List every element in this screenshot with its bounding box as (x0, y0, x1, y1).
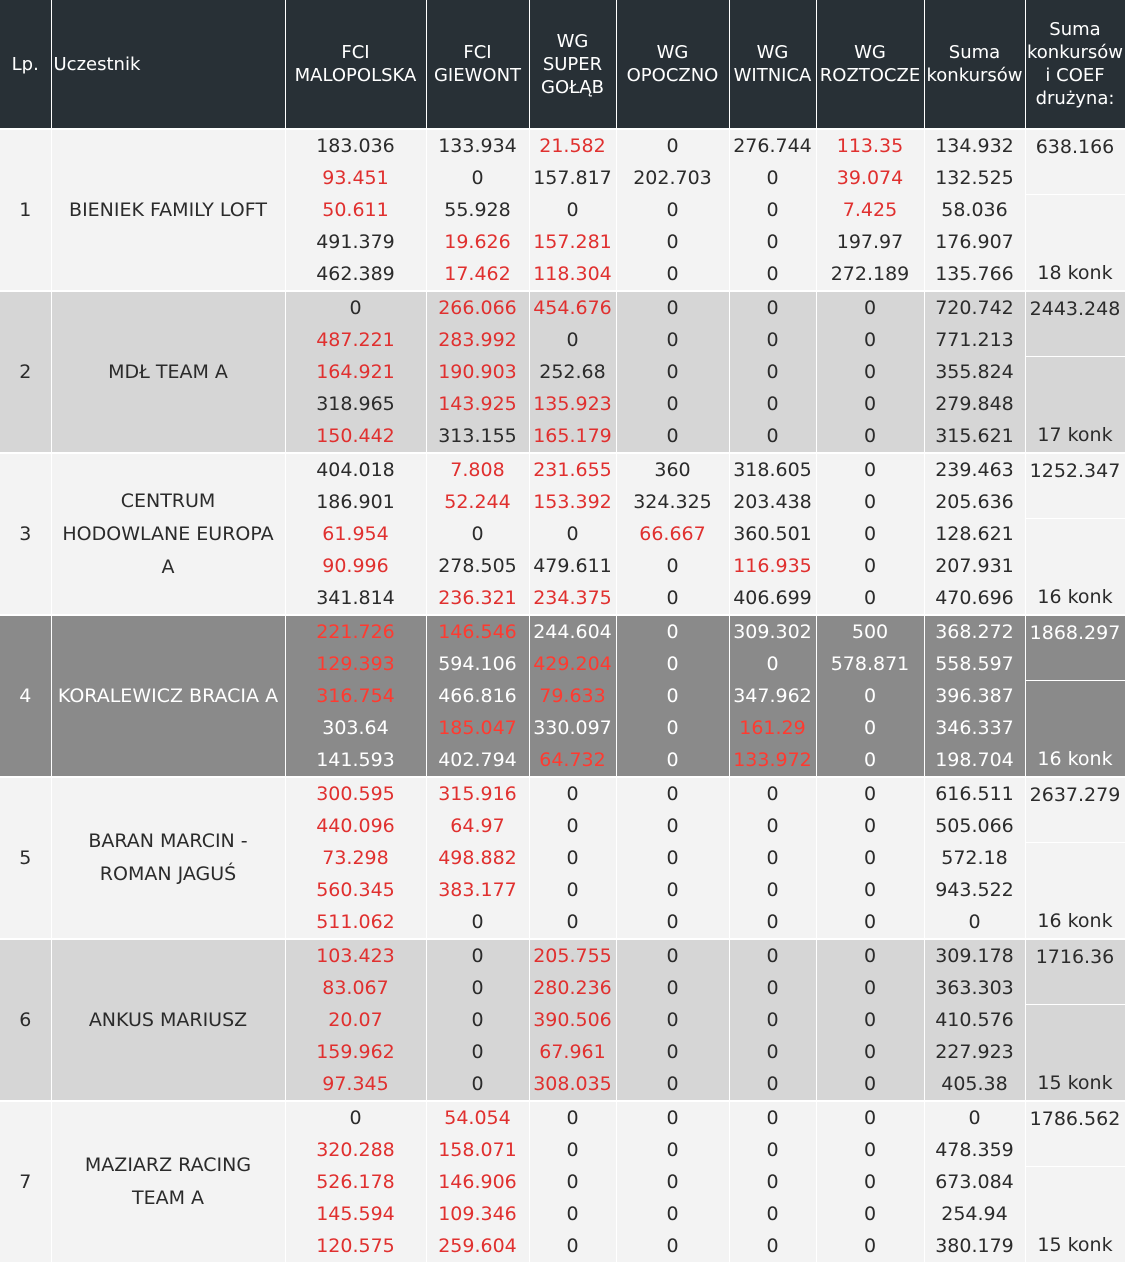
score-cell: 0 (529, 842, 616, 874)
score-cell: 283.992 (426, 324, 529, 356)
header-wg-roztocze: WG ROZTOCZE (816, 0, 924, 129)
score-cell: 487.221 (285, 324, 426, 356)
score-cell: 383.177 (426, 874, 529, 906)
score-cell: 0 (616, 1004, 729, 1036)
team-name: KORALEWICZ BRACIA A (51, 615, 285, 777)
team-konk-count: 15 konk (1025, 1166, 1125, 1262)
score-cell: 0 (729, 356, 816, 388)
score-cell: 0 (616, 972, 729, 1004)
score-cell: 0 (729, 906, 816, 939)
team-konk-count: 16 konk (1025, 680, 1125, 777)
team-konk-count: 17 konk (1025, 356, 1125, 453)
score-cell: 0 (529, 1166, 616, 1198)
score-cell: 318.605 (729, 453, 816, 486)
score-cell: 67.961 (529, 1036, 616, 1068)
team-total: 1252.347 (1025, 453, 1125, 518)
score-cell: 578.871 (816, 648, 924, 680)
score-cell: 0 (616, 388, 729, 420)
score-cell: 0 (529, 1230, 616, 1262)
score-cell: 129.393 (285, 648, 426, 680)
score-cell: 183.036 (285, 129, 426, 162)
score-cell: 0 (816, 420, 924, 453)
score-cell: 511.062 (285, 906, 426, 939)
score-cell: 390.506 (529, 1004, 616, 1036)
team-total: 1868.297 (1025, 615, 1125, 680)
score-cell: 0 (529, 518, 616, 550)
score-cell: 0 (816, 453, 924, 486)
score-cell: 0 (529, 1134, 616, 1166)
score-cell: 39.074 (816, 162, 924, 194)
row-sum-cell: 132.525 (924, 162, 1025, 194)
score-cell: 0 (285, 1101, 426, 1134)
row-sum-cell: 198.704 (924, 744, 1025, 777)
score-cell: 0 (616, 648, 729, 680)
score-cell: 0 (616, 129, 729, 162)
score-cell: 0 (816, 842, 924, 874)
row-sum-cell: 720.742 (924, 291, 1025, 324)
score-cell: 0 (816, 1198, 924, 1230)
score-cell: 0 (285, 291, 426, 324)
score-cell: 150.442 (285, 420, 426, 453)
score-cell: 0 (529, 906, 616, 939)
score-cell: 0 (816, 744, 924, 777)
score-cell: 0 (729, 162, 816, 194)
row-sum-cell: 128.621 (924, 518, 1025, 550)
header-participant: Uczestnik (51, 0, 285, 129)
score-cell: 320.288 (285, 1134, 426, 1166)
score-cell: 0 (616, 744, 729, 777)
score-cell: 466.816 (426, 680, 529, 712)
team-name: BIENIEK FAMILY LOFT (51, 129, 285, 291)
score-cell: 462.389 (285, 258, 426, 291)
score-cell: 190.903 (426, 356, 529, 388)
header-wg-witnica: WG WITNICA (729, 0, 816, 129)
row-sum-cell: 558.597 (924, 648, 1025, 680)
score-cell: 0 (616, 906, 729, 939)
row-sum-cell: 616.511 (924, 777, 1025, 810)
header-lp: Lp. (0, 0, 51, 129)
score-cell: 0 (816, 582, 924, 615)
score-cell: 0 (729, 258, 816, 291)
table-row (0, 129, 1125, 162)
score-cell: 21.582 (529, 129, 616, 162)
score-cell: 0 (816, 518, 924, 550)
score-cell: 479.611 (529, 550, 616, 582)
score-cell: 109.346 (426, 1198, 529, 1230)
score-cell: 17.462 (426, 258, 529, 291)
score-cell: 0 (616, 550, 729, 582)
row-sum-cell: 363.303 (924, 972, 1025, 1004)
score-cell: 402.794 (426, 744, 529, 777)
team-name: CENTRUM HODOWLANE EUROPA A (51, 453, 285, 615)
row-sum-cell: 380.179 (924, 1230, 1025, 1262)
row-sum-cell: 572.18 (924, 842, 1025, 874)
row-sum-cell: 943.522 (924, 874, 1025, 906)
score-cell: 0 (616, 582, 729, 615)
header-suma-coef-druzyna: Suma konkursów i COEF drużyna: (1025, 0, 1125, 129)
score-cell: 50.611 (285, 194, 426, 226)
score-cell: 0 (616, 258, 729, 291)
score-cell: 0 (816, 810, 924, 842)
score-cell: 79.633 (529, 680, 616, 712)
table-header (0, 0, 1125, 129)
score-cell: 526.178 (285, 1166, 426, 1198)
row-sum-cell: 673.084 (924, 1166, 1025, 1198)
header-fci-malopolska: FCI MALOPOLSKA (285, 0, 426, 129)
score-cell: 234.375 (529, 582, 616, 615)
team-group (0, 939, 1125, 1101)
score-cell: 0 (426, 1004, 529, 1036)
score-cell: 280.236 (529, 972, 616, 1004)
score-cell: 0 (529, 1198, 616, 1230)
score-cell: 360.501 (729, 518, 816, 550)
team-group (0, 777, 1125, 939)
score-cell: 266.066 (426, 291, 529, 324)
score-cell: 313.155 (426, 420, 529, 453)
score-cell: 0 (816, 874, 924, 906)
row-sum-cell: 478.359 (924, 1134, 1025, 1166)
score-cell: 244.604 (529, 615, 616, 648)
score-cell: 221.726 (285, 615, 426, 648)
score-cell: 146.906 (426, 1166, 529, 1198)
score-cell: 315.916 (426, 777, 529, 810)
score-cell: 0 (529, 874, 616, 906)
score-cell: 0 (816, 550, 924, 582)
score-cell: 0 (729, 1198, 816, 1230)
score-cell: 498.882 (426, 842, 529, 874)
score-cell: 73.298 (285, 842, 426, 874)
score-cell: 594.106 (426, 648, 529, 680)
score-cell: 0 (816, 1101, 924, 1134)
score-cell: 0 (729, 324, 816, 356)
score-cell: 0 (729, 1230, 816, 1262)
team-group (0, 453, 1125, 615)
score-cell: 491.379 (285, 226, 426, 258)
score-cell: 113.35 (816, 129, 924, 162)
team-konk-count: 16 konk (1025, 518, 1125, 615)
score-cell: 164.921 (285, 356, 426, 388)
team-total: 2443.248 (1025, 291, 1125, 356)
table-row (0, 939, 1125, 972)
score-cell: 0 (426, 1068, 529, 1101)
score-cell: 259.604 (426, 1230, 529, 1262)
score-cell: 0 (816, 1230, 924, 1262)
score-cell: 0 (729, 388, 816, 420)
score-cell: 0 (529, 324, 616, 356)
score-cell: 19.626 (426, 226, 529, 258)
row-sum-cell: 135.766 (924, 258, 1025, 291)
header-wg-opoczno: WG OPOCZNO (616, 0, 729, 129)
score-cell: 145.594 (285, 1198, 426, 1230)
score-cell: 205.755 (529, 939, 616, 972)
score-cell: 324.325 (616, 486, 729, 518)
row-sum-cell: 227.923 (924, 1036, 1025, 1068)
row-sum-cell: 205.636 (924, 486, 1025, 518)
score-cell: 202.703 (616, 162, 729, 194)
score-cell: 0 (729, 1134, 816, 1166)
score-cell: 0 (816, 680, 924, 712)
row-sum-cell: 405.38 (924, 1068, 1025, 1101)
score-cell: 116.935 (729, 550, 816, 582)
score-cell: 54.054 (426, 1101, 529, 1134)
score-cell: 118.304 (529, 258, 616, 291)
score-cell: 0 (616, 777, 729, 810)
team-name: ANKUS MARIUSZ (51, 939, 285, 1101)
row-sum-cell: 254.94 (924, 1198, 1025, 1230)
row-sum-cell: 134.932 (924, 129, 1025, 162)
score-cell: 20.07 (285, 1004, 426, 1036)
score-cell: 133.934 (426, 129, 529, 162)
score-cell: 0 (616, 842, 729, 874)
score-cell: 146.546 (426, 615, 529, 648)
row-sum-cell: 207.931 (924, 550, 1025, 582)
score-cell: 64.97 (426, 810, 529, 842)
score-cell: 0 (816, 1004, 924, 1036)
score-cell: 159.962 (285, 1036, 426, 1068)
row-sum-cell: 410.576 (924, 1004, 1025, 1036)
score-cell: 560.345 (285, 874, 426, 906)
score-cell: 300.595 (285, 777, 426, 810)
table-row (0, 777, 1125, 810)
score-cell: 0 (616, 420, 729, 453)
score-cell: 429.204 (529, 648, 616, 680)
team-total: 1716.36 (1025, 939, 1125, 1004)
score-cell: 143.925 (426, 388, 529, 420)
score-cell: 55.928 (426, 194, 529, 226)
score-cell: 0 (729, 1004, 816, 1036)
score-cell: 0 (616, 874, 729, 906)
score-cell: 0 (816, 1166, 924, 1198)
score-cell: 0 (729, 226, 816, 258)
score-cell: 0 (816, 324, 924, 356)
score-cell: 404.018 (285, 453, 426, 486)
score-cell: 0 (729, 1166, 816, 1198)
score-cell: 0 (616, 1134, 729, 1166)
score-cell: 330.097 (529, 712, 616, 744)
row-sum-cell: 346.337 (924, 712, 1025, 744)
score-cell: 276.744 (729, 129, 816, 162)
header-wg-super-golab: WG SUPER GOŁĄB (529, 0, 616, 129)
score-cell: 133.972 (729, 744, 816, 777)
row-sum-cell: 309.178 (924, 939, 1025, 972)
team-rank: 5 (0, 777, 51, 939)
team-rank: 6 (0, 939, 51, 1101)
team-rank: 1 (0, 129, 51, 291)
team-rank: 3 (0, 453, 51, 615)
score-cell: 0 (729, 420, 816, 453)
score-cell: 90.996 (285, 550, 426, 582)
score-cell: 0 (426, 1036, 529, 1068)
score-cell: 97.345 (285, 1068, 426, 1101)
score-cell: 0 (616, 1036, 729, 1068)
team-konk-count: 16 konk (1025, 842, 1125, 939)
score-cell: 0 (816, 777, 924, 810)
score-cell: 0 (729, 1036, 816, 1068)
row-sum-cell: 396.387 (924, 680, 1025, 712)
row-sum-cell: 239.463 (924, 453, 1025, 486)
score-cell: 83.067 (285, 972, 426, 1004)
score-cell: 0 (729, 874, 816, 906)
score-cell: 66.667 (616, 518, 729, 550)
score-cell: 236.321 (426, 582, 529, 615)
score-cell: 0 (616, 939, 729, 972)
team-konk-count: 18 konk (1025, 194, 1125, 291)
score-cell: 0 (426, 972, 529, 1004)
score-cell: 0 (616, 356, 729, 388)
score-cell: 161.29 (729, 712, 816, 744)
score-cell: 0 (616, 1230, 729, 1262)
score-cell: 0 (426, 518, 529, 550)
row-sum-cell: 315.621 (924, 420, 1025, 453)
score-cell: 0 (529, 777, 616, 810)
score-cell: 0 (616, 324, 729, 356)
score-cell: 406.699 (729, 582, 816, 615)
score-cell: 231.655 (529, 453, 616, 486)
score-cell: 0 (816, 1036, 924, 1068)
score-cell: 153.392 (529, 486, 616, 518)
score-cell: 500 (816, 615, 924, 648)
score-cell: 0 (816, 939, 924, 972)
score-cell: 135.923 (529, 388, 616, 420)
score-cell: 0 (616, 712, 729, 744)
row-sum-cell: 279.848 (924, 388, 1025, 420)
score-cell: 0 (816, 1068, 924, 1101)
team-group (0, 291, 1125, 453)
score-cell: 0 (729, 810, 816, 842)
score-cell: 0 (816, 356, 924, 388)
row-sum-cell: 368.272 (924, 615, 1025, 648)
row-sum-cell: 176.907 (924, 226, 1025, 258)
score-cell: 157.817 (529, 162, 616, 194)
score-cell: 0 (529, 194, 616, 226)
score-cell: 93.451 (285, 162, 426, 194)
score-cell: 103.423 (285, 939, 426, 972)
team-total: 1786.562 (1025, 1101, 1125, 1166)
score-cell: 64.732 (529, 744, 616, 777)
team-name: BARAN MARCIN - ROMAN JAGUŚ (51, 777, 285, 939)
score-cell: 308.035 (529, 1068, 616, 1101)
score-cell: 316.754 (285, 680, 426, 712)
score-cell: 0 (816, 1134, 924, 1166)
table-row (0, 1101, 1125, 1134)
score-cell: 278.505 (426, 550, 529, 582)
team-name: MDŁ TEAM A (51, 291, 285, 453)
table-row (0, 453, 1125, 486)
score-cell: 0 (616, 194, 729, 226)
score-cell: 0 (816, 972, 924, 1004)
score-cell: 0 (729, 777, 816, 810)
score-cell: 360 (616, 453, 729, 486)
score-cell: 0 (816, 388, 924, 420)
team-konk-count: 15 konk (1025, 1004, 1125, 1101)
score-cell: 0 (616, 1166, 729, 1198)
score-cell: 52.244 (426, 486, 529, 518)
score-cell: 197.97 (816, 226, 924, 258)
score-cell: 0 (729, 842, 816, 874)
score-cell: 0 (616, 1068, 729, 1101)
score-cell: 0 (729, 1101, 816, 1134)
row-sum-cell: 771.213 (924, 324, 1025, 356)
score-cell: 0 (529, 1101, 616, 1134)
score-cell: 186.901 (285, 486, 426, 518)
score-cell: 0 (729, 291, 816, 324)
row-sum-cell: 58.036 (924, 194, 1025, 226)
score-cell: 0 (426, 906, 529, 939)
header-suma-konkursow: Suma konkursów (924, 0, 1025, 129)
row-sum-cell: 470.696 (924, 582, 1025, 615)
score-cell: 0 (729, 648, 816, 680)
score-cell: 318.965 (285, 388, 426, 420)
score-cell: 341.814 (285, 582, 426, 615)
team-total: 638.166 (1025, 129, 1125, 194)
score-cell: 203.438 (729, 486, 816, 518)
score-cell: 347.962 (729, 680, 816, 712)
score-cell: 61.954 (285, 518, 426, 550)
score-cell: 0 (816, 486, 924, 518)
score-cell: 0 (729, 194, 816, 226)
score-cell: 7.425 (816, 194, 924, 226)
score-cell: 0 (616, 615, 729, 648)
score-cell: 158.071 (426, 1134, 529, 1166)
score-cell: 0 (616, 291, 729, 324)
score-cell: 454.676 (529, 291, 616, 324)
team-total: 2637.279 (1025, 777, 1125, 842)
score-cell: 0 (729, 972, 816, 1004)
team-rank: 7 (0, 1101, 51, 1262)
score-cell: 272.189 (816, 258, 924, 291)
score-cell: 0 (729, 1068, 816, 1101)
score-cell: 7.808 (426, 453, 529, 486)
score-cell: 0 (816, 906, 924, 939)
team-rank: 2 (0, 291, 51, 453)
team-name: MAZIARZ RACING TEAM A (51, 1101, 285, 1262)
score-cell: 0 (426, 162, 529, 194)
team-group (0, 129, 1125, 291)
score-cell: 440.096 (285, 810, 426, 842)
score-cell: 0 (816, 712, 924, 744)
team-group (0, 1101, 1125, 1262)
table-row (0, 291, 1125, 324)
score-cell: 0 (616, 810, 729, 842)
row-sum-cell: 0 (924, 906, 1025, 939)
score-cell: 309.302 (729, 615, 816, 648)
score-cell: 165.179 (529, 420, 616, 453)
team-rank: 4 (0, 615, 51, 777)
score-cell: 0 (426, 939, 529, 972)
score-cell: 0 (616, 1198, 729, 1230)
score-cell: 303.64 (285, 712, 426, 744)
score-cell: 157.281 (529, 226, 616, 258)
table-row (0, 615, 1125, 648)
row-sum-cell: 0 (924, 1101, 1025, 1134)
score-cell: 0 (616, 680, 729, 712)
score-cell: 0 (616, 226, 729, 258)
score-cell: 252.68 (529, 356, 616, 388)
score-cell: 141.593 (285, 744, 426, 777)
row-sum-cell: 505.066 (924, 810, 1025, 842)
score-cell: 0 (729, 939, 816, 972)
score-cell: 120.575 (285, 1230, 426, 1262)
team-group (0, 615, 1125, 777)
header-fci-giewont: FCI GIEWONT (426, 0, 529, 129)
score-cell: 0 (816, 291, 924, 324)
score-cell: 185.047 (426, 712, 529, 744)
row-sum-cell: 355.824 (924, 356, 1025, 388)
score-cell: 0 (616, 1101, 729, 1134)
score-cell: 0 (529, 810, 616, 842)
